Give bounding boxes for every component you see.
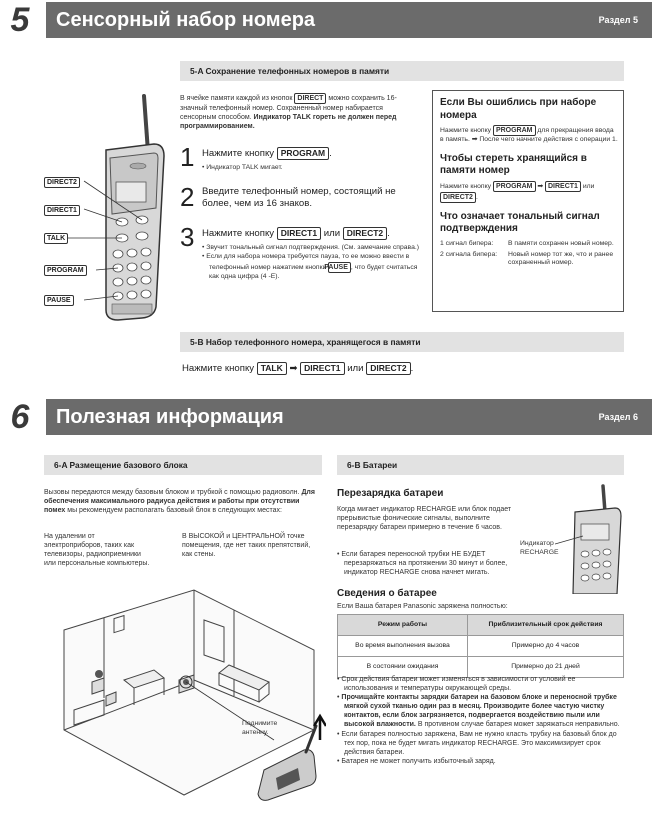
recharge-heading: Перезарядка батареи [337,488,444,499]
intro-text: В ячейке памяти каждой из кнопок DIRECT можно сохранить 16-значный телефонный номер. Сохраненный номер набирается сенсорным способом. Индикатор TALK гореть не должен перед программированием. [180,95,397,131]
list-item: • Прочищайте контакты зарядки батареи на базовом блоке и переносной трубке мягкой сухой тканью один раз в месяц. Производите более частую чистку контактов, если блок загрязняется, подвергается воздействию пыли или высокой влажности. В противном случае батарея может заряжаться неправильно. [337,694,620,729]
step-3-notes: • Звучит тональный сигнал подтверждения. (См. замечание справа.) • Если для набора номера требуется пауза, то ее можно ввести в телефонный номер нажатием кнопки PAUSE , что будет считаться как одна цифра (4 -Е). [202,244,420,280]
table-row [338,636,624,657]
step-1-note: • Индикатор TALK мигает. [202,164,283,171]
step-1-number: 1 [180,142,195,172]
tip-2-text: Нажмите кнопку PROGRAM ➡ DIRECT1 или DIRECT2 . [440,182,595,201]
room-illustration [44,570,326,810]
subsection-5a-title: 5-A Сохранение телефонных номеров в памяти [180,61,624,81]
table-header-cell: Приблизительный срок действия [468,615,624,636]
list-item: • Если батарея полностью заряжена, Вам не нужно класть трубку на базовый блок до тех пор, пока не будет мигать индикатор RECHARGE. Это максимизирует срок действия батареи. [337,730,617,756]
arrow-right-icon: ➡ [471,136,478,143]
placement-tip-2: В ВЫСОКОЙ и ЦЕНТРАЛЬНОЙ точке помещения, где нет таких препятствий, как стены. [182,533,311,559]
direct1-label: DIRECT1 [44,205,80,216]
list-item: • Батарея не может получить избыточный заряд. [337,757,496,765]
step-3-number: 3 [180,222,195,252]
tip-2-heading: Чтобы стереть хранящийся в памяти номер [440,152,587,177]
battery-info-text: Если Ваша батарея Panasonic заряжена полностью: [337,603,508,610]
recharge-indicator-label: Индикатор RECHARGE [520,540,559,556]
tip-1-heading: Если Вы ошиблись при наборе номера [440,97,597,121]
placement-tip-1: На удалении от электроприборов, таких как телевизоры, радиоприемники или персональные компьютеры. [44,533,150,568]
step-2-number: 2 [180,182,195,212]
subsection-6a-title: 6-A Размещение базового блока [44,455,322,475]
step-2-text: Введите телефонный номер, состоящий не более, чем из 16 знаков. [202,186,396,210]
tips-box [432,90,624,312]
table-cell: Во время выполнения вызова [338,636,468,657]
battery-info-heading: Сведения о батарее [337,588,437,599]
section-number: 5 [0,2,40,38]
program-label: PROGRAM [44,265,87,276]
placement-intro: Вызовы передаются между базовым блоком и трубкой с помощью радиоволн. Для обеспечения максимального радиуса действия и работы при отсутствии помех мы рекомендуем располагать базовый блок в следующих местах: [44,489,315,515]
step-5b-text: Нажмите кнопку TALK ➡ DIRECT1 или DIRECT2 . [182,363,414,374]
section-6-header [0,399,652,435]
recharge-bullet: • Если батарея переносной трубки НЕ БУДЕТ перезаряжаться на протяжении 30 минут и более, индикатор RECHARGE снова начнет мигать. [337,551,508,577]
section-label: Раздел 6 [598,412,638,422]
section-number: 6 [0,399,40,435]
step-1-text: Нажмите кнопку PROGRAM . [202,148,332,159]
talk-label: TALK [44,233,68,244]
beep-2-row: 2 сигнала бипера: Новый номер тот же, что и ранее сохраненный номер. [440,250,614,267]
beep-1-row: 1 сигнал бипера: В памяти сохранен новый номер. [440,239,614,247]
handset-recharge-illustration [555,484,625,594]
section-label: Раздел 5 [598,15,638,25]
antenna-caption: Поднимите антенну. [242,720,278,736]
arrow-right-icon: ➡ [289,363,298,374]
battery-table [337,614,624,678]
tip-3-heading: Что означает тональный сигнал подтверждения [440,210,600,235]
battery-bullets [337,675,624,766]
direct2-label: DIRECT2 [44,177,80,188]
recharge-text: Когда мигает индикатор RECHARGE или блок подает прерывистые фонические сигналы, выполните перезарядку батареи примерно в течение 6 часов. [337,506,512,532]
table-cell: Примерно до 4 часов [468,636,624,657]
table-cell: В состоянии ожидания [338,657,468,678]
subsection-6b-title: 6-B Батареи [337,455,624,475]
step-3-text: Нажмите кнопку DIRECT1 или DIRECT2 . [202,228,390,239]
tip-1-text: Нажмите кнопку PROGRAM для прекращения ввода в память. ➡ После чего начните действия с операции 1. [440,127,618,143]
section-title: Сенсорный набор номера [56,9,316,31]
list-item: • Срок действия батареи может изменяться в зависимости от условий ее использования и температуры окружающей среды. [337,676,576,693]
section-5-header [0,2,652,38]
table-cell: Примерно до 21 дней [468,657,624,678]
arrow-right-icon: ➡ [537,182,544,190]
table-header-row [338,615,624,636]
section-title: Полезная информация [56,406,284,428]
subsection-5b-title: 5-B Набор телефонного номера, хранящегося в памяти [180,332,624,352]
pause-label: PAUSE [44,295,74,306]
table-header-cell: Режим работы [338,615,468,636]
